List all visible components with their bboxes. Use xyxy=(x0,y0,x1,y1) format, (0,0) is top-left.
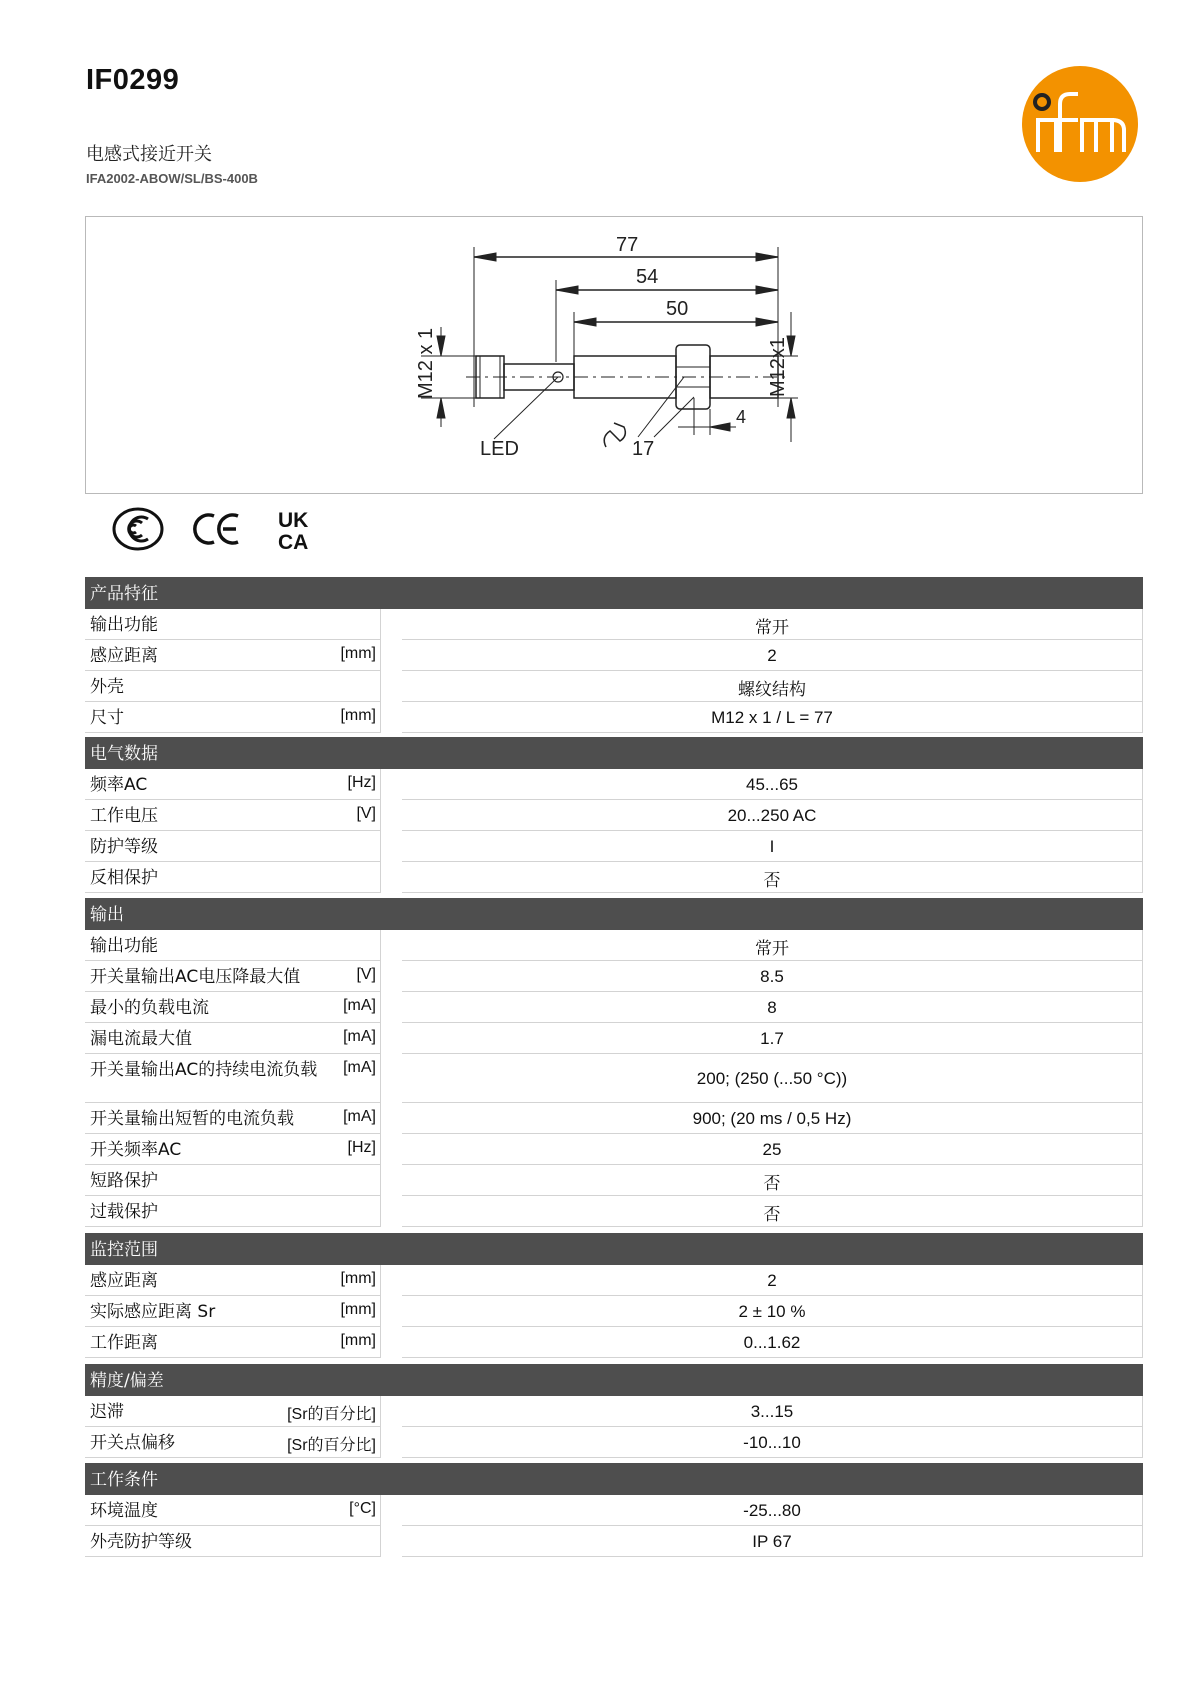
label-cell xyxy=(85,609,381,640)
section-header: 电气数据 xyxy=(85,737,1143,769)
label-cell xyxy=(85,640,381,671)
row-value: 8 xyxy=(767,998,777,1017)
table-row xyxy=(85,1396,1143,1427)
row-value: 20...250 AC xyxy=(727,806,817,825)
row-value: 1.7 xyxy=(760,1029,784,1048)
row-value: 2 ± 10 % xyxy=(738,1302,806,1321)
row-value: 2 xyxy=(767,646,777,665)
row-label: 外壳防护等级 xyxy=(90,1532,192,1552)
thread-left-label: M12 x 1 xyxy=(415,327,437,399)
row-value: 8.5 xyxy=(760,967,784,986)
row-value: 3...15 xyxy=(750,1402,794,1421)
value-cell xyxy=(402,609,1143,640)
row-label: 过载保护 xyxy=(90,1202,158,1222)
row-unit: [mm] xyxy=(340,1301,376,1318)
row-label: 感应距离 xyxy=(90,1271,158,1291)
table-row xyxy=(85,1054,1143,1103)
dimension-drawing xyxy=(85,216,1143,494)
label-cell xyxy=(85,1396,381,1427)
row-label: 输出功能 xyxy=(90,936,158,956)
value-cell xyxy=(402,1023,1143,1054)
row-value: 200; (250 (...50 °C)) xyxy=(696,1069,848,1088)
row-unit: [mA] xyxy=(343,1059,376,1076)
row-label: 最小的负载电流 xyxy=(90,998,209,1018)
label-cell xyxy=(85,1196,381,1227)
wrench-size-label: 17 xyxy=(632,438,655,460)
row-unit: [Sr的百分比] xyxy=(287,1406,376,1423)
label-cell xyxy=(85,1327,381,1358)
value-cell xyxy=(402,800,1143,831)
dim-77-label: 77 xyxy=(616,234,639,256)
value-cell xyxy=(402,1396,1143,1427)
table-row xyxy=(85,609,1143,640)
table-row xyxy=(85,1134,1143,1165)
value-cell xyxy=(402,1526,1143,1557)
row-unit: [V] xyxy=(356,805,376,822)
row-unit: [mm] xyxy=(340,1332,376,1349)
row-value: 常开 xyxy=(755,617,789,637)
table-row xyxy=(85,831,1143,862)
label-cell xyxy=(85,992,381,1023)
row-unit: [Hz] xyxy=(347,774,376,791)
row-value: M12 x 1 / L = 77 xyxy=(711,708,833,727)
row-value: -25...80 xyxy=(743,1501,801,1520)
row-label: 防护等级 xyxy=(90,837,158,857)
row-label: 短路保护 xyxy=(90,1171,158,1191)
label-cell xyxy=(85,1296,381,1327)
row-unit: [°C] xyxy=(349,1500,376,1517)
row-value: I xyxy=(769,837,775,856)
row-unit: [mm] xyxy=(340,1270,376,1287)
row-value: -10...10 xyxy=(743,1433,801,1452)
section-header: 产品特征 xyxy=(85,577,1143,609)
table-row xyxy=(85,1495,1143,1526)
value-cell xyxy=(402,1265,1143,1296)
label-cell xyxy=(85,1023,381,1054)
label-cell xyxy=(85,1495,381,1526)
value-cell xyxy=(402,1427,1143,1458)
ukca-bottom-text: CA xyxy=(278,531,309,553)
row-label: 尺寸 xyxy=(90,708,124,728)
row-label: 反相保护 xyxy=(90,868,158,888)
row-label: 外壳 xyxy=(90,677,124,697)
value-cell xyxy=(402,702,1143,733)
table-row xyxy=(85,1196,1143,1227)
table-row xyxy=(85,671,1143,702)
row-label: 环境温度 xyxy=(90,1501,158,1521)
row-unit: [mA] xyxy=(343,997,376,1014)
value-cell xyxy=(402,640,1143,671)
table-row xyxy=(85,1265,1143,1296)
row-unit: [mA] xyxy=(343,1028,376,1045)
label-cell xyxy=(85,1165,381,1196)
table-row xyxy=(85,1296,1143,1327)
row-label: 输出功能 xyxy=(90,615,158,635)
label-cell xyxy=(85,671,381,702)
value-cell xyxy=(402,1196,1143,1227)
row-unit: [Sr的百分比] xyxy=(287,1437,376,1454)
value-cell xyxy=(402,1054,1143,1103)
certification-marks xyxy=(110,503,330,553)
row-unit: [mA] xyxy=(343,1108,376,1125)
label-cell xyxy=(85,800,381,831)
label-cell xyxy=(85,1427,381,1458)
value-cell xyxy=(402,1495,1143,1526)
table-row xyxy=(85,1165,1143,1196)
value-cell xyxy=(402,831,1143,862)
table-row xyxy=(85,640,1143,671)
value-cell xyxy=(402,1165,1143,1196)
row-label: 开关量输出AC电压降最大值 xyxy=(90,967,301,987)
table-row xyxy=(85,992,1143,1023)
ce-mark-icon xyxy=(195,515,238,543)
product-title: IF0299 xyxy=(86,64,180,96)
row-label: 开关频率AC xyxy=(90,1140,182,1160)
label-cell xyxy=(85,831,381,862)
section-header: 监控范围 xyxy=(85,1233,1143,1265)
value-cell xyxy=(402,769,1143,800)
dim-50-label: 50 xyxy=(666,298,689,320)
row-label: 感应距离 xyxy=(90,646,158,666)
product-code: IFA2002-ABOW/SL/BS-400B xyxy=(86,171,258,186)
label-cell xyxy=(85,961,381,992)
table-row xyxy=(85,1023,1143,1054)
row-label: 开关点偏移 xyxy=(90,1433,175,1453)
row-value: IP 67 xyxy=(752,1532,792,1551)
row-unit: [Hz] xyxy=(347,1139,376,1156)
dim-54-label: 54 xyxy=(636,266,659,288)
value-cell xyxy=(402,671,1143,702)
ukca-top-text: UK xyxy=(278,509,309,532)
row-label: 开关量输出AC的持续电流负载 xyxy=(90,1060,318,1080)
section-header: 输出 xyxy=(85,898,1143,930)
row-value: 45...65 xyxy=(746,775,798,794)
row-value: 螺纹结构 xyxy=(738,679,806,699)
led-label: LED xyxy=(480,438,519,460)
row-value: 0...1.62 xyxy=(743,1333,801,1352)
dim-4-label: 4 xyxy=(736,407,747,427)
row-label: 工作距离 xyxy=(90,1333,158,1353)
row-label: 开关量输出短暂的电流负载 xyxy=(90,1109,294,1129)
table-row xyxy=(85,1327,1143,1358)
value-cell xyxy=(402,992,1143,1023)
row-value: 2 xyxy=(767,1271,777,1290)
row-value: 否 xyxy=(763,1173,781,1193)
row-label: 工作电压 xyxy=(90,806,158,826)
value-cell xyxy=(402,1327,1143,1358)
row-unit: [V] xyxy=(356,966,376,983)
label-cell xyxy=(85,1134,381,1165)
label-cell xyxy=(85,930,381,961)
table-row xyxy=(85,862,1143,893)
row-value: 900; (20 ms / 0,5 Hz) xyxy=(692,1109,852,1128)
label-cell xyxy=(85,1526,381,1557)
row-value: 否 xyxy=(763,1204,781,1224)
row-label: 迟滞 xyxy=(90,1402,124,1422)
value-cell xyxy=(402,961,1143,992)
label-cell xyxy=(85,769,381,800)
value-cell xyxy=(402,930,1143,961)
section-header: 精度/偏差 xyxy=(85,1364,1143,1396)
section-header: 工作条件 xyxy=(85,1463,1143,1495)
table-row xyxy=(85,1427,1143,1458)
row-value: 常开 xyxy=(755,938,789,958)
label-cell xyxy=(85,1103,381,1134)
table-row xyxy=(85,930,1143,961)
label-cell xyxy=(85,1054,381,1103)
table-row xyxy=(85,800,1143,831)
row-unit: [mm] xyxy=(340,645,376,662)
table-row xyxy=(85,1526,1143,1557)
value-cell xyxy=(402,1296,1143,1327)
label-cell xyxy=(85,862,381,893)
value-cell xyxy=(402,1134,1143,1165)
row-unit: [mm] xyxy=(340,707,376,724)
row-label: 频率AC xyxy=(90,775,148,795)
value-cell xyxy=(402,862,1143,893)
ccc-mark-icon xyxy=(114,509,162,549)
row-value: 否 xyxy=(763,870,781,890)
value-cell xyxy=(402,1103,1143,1134)
product-subtitle: 电感式接近开关 xyxy=(86,144,212,165)
ifm-logo-icon xyxy=(1020,64,1140,184)
row-label: 漏电流最大值 xyxy=(90,1029,192,1049)
row-label: 实际感应距离 Sr xyxy=(90,1302,216,1322)
table-row xyxy=(85,961,1143,992)
table-row xyxy=(85,1103,1143,1134)
row-value: 25 xyxy=(762,1140,782,1159)
label-cell xyxy=(85,1265,381,1296)
label-cell xyxy=(85,702,381,733)
table-row xyxy=(85,769,1143,800)
table-row xyxy=(85,702,1143,733)
thread-right-label: M12x1 xyxy=(767,336,789,397)
